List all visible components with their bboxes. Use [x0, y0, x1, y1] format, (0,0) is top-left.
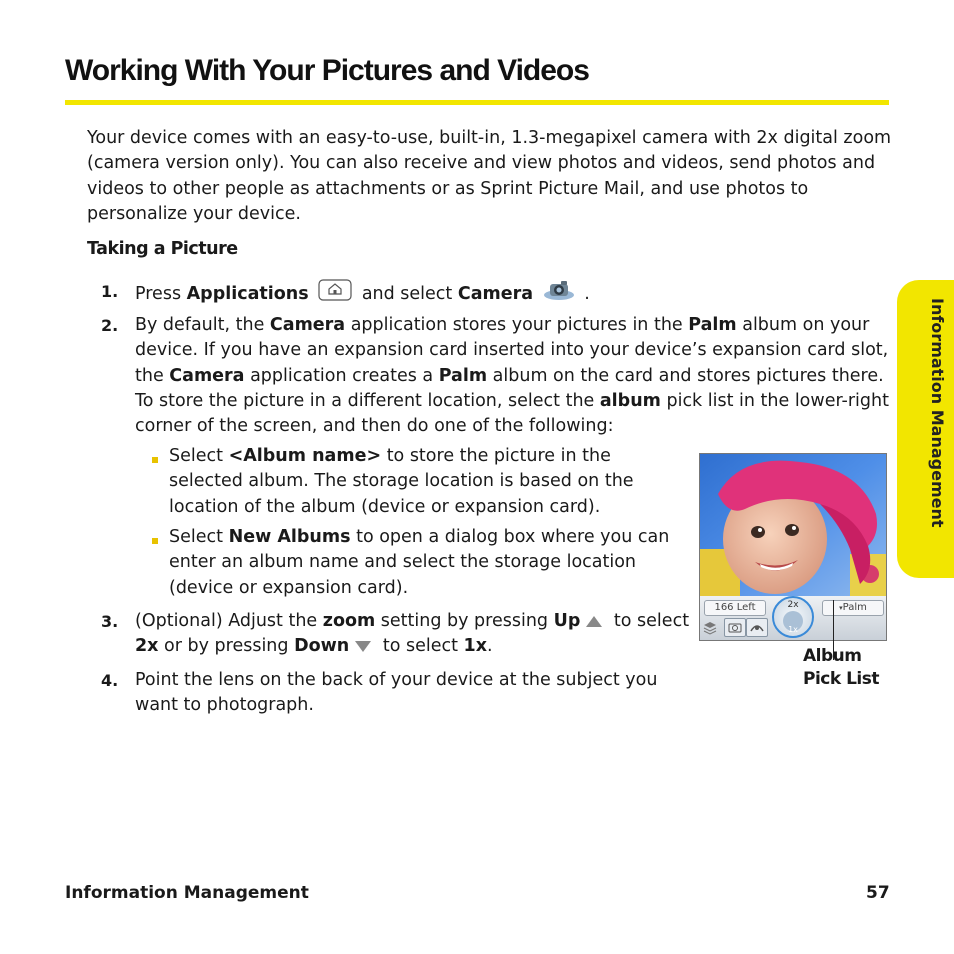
sub-bullet-2: Select New Albums to open a dialog box where you can enter an album name and select the storage location (device or expansion card). — [169, 527, 670, 598]
step-3: (Optional) Adjust the zoom setting by pressing Up to select 2x or by pressing Down to select 1x. — [135, 611, 690, 657]
baby-photo — [700, 454, 886, 596]
stack-icon[interactable] — [703, 620, 717, 634]
step-2: By default, the Camera application stores your pictures in the Palm album on your device. If you have an expansion card inserted into your device’s expansion card slot, the Camera application creates a Palm album on the card and stores pictures there. To store the picture in a different location, select the album pick list in the lower-right corner of the screen, and then do one of the following: — [135, 315, 889, 437]
page-number: 57 — [866, 883, 890, 903]
applications-icon — [318, 279, 352, 309]
camera-screenshot — [699, 453, 887, 641]
zoom-dial[interactable] — [772, 596, 814, 638]
camera-toolbar — [700, 596, 886, 640]
step-1: Press Applications and select Camera . — [135, 279, 590, 309]
chevron-down-icon: ▾ — [839, 604, 843, 612]
step-4: Point the lens on the back of your device at the subject you want to photograph. — [135, 670, 658, 716]
sub-bullet-1: Select <Album name> to store the picture in the selected album. The storage location is based on the location of the album (device or expansion card). — [169, 446, 634, 517]
footer-section: Information Management — [65, 883, 309, 903]
step-number: 3. — [101, 612, 119, 631]
bullet-marker — [152, 457, 158, 463]
bullet-marker — [152, 538, 158, 544]
down-arrow-icon — [355, 641, 371, 652]
zoom-current-label: 1x — [788, 625, 798, 634]
page-title: Working With Your Pictures and Videos — [65, 54, 589, 87]
camera-mode-button[interactable] — [724, 618, 746, 637]
step-number: 2. — [101, 316, 119, 335]
video-mode-button[interactable] — [746, 618, 768, 637]
step-number: 4. — [101, 671, 119, 690]
zoom-label: 2x — [787, 600, 799, 610]
album-pick-list[interactable]: ▾Palm — [822, 600, 884, 616]
intro-paragraph: Your device comes with an easy-to-use, built-in, 1.3-megapixel camera with 2x digital zoom (camera version only). You can also receive and view photos and videos, send photos and videos to other people as attachments or as Sprint Picture Mail, and use photos to personalize your device. — [87, 128, 892, 224]
title-rule — [65, 100, 889, 105]
section-heading: Taking a Picture — [87, 239, 238, 259]
step-number: 1. — [101, 282, 119, 301]
camera-icon — [543, 279, 575, 309]
side-tab-label: Information Management — [928, 298, 947, 528]
up-arrow-icon — [586, 616, 602, 627]
photos-left-counter: 166 Left — [704, 600, 766, 616]
callout-label: Album Pick List — [803, 646, 879, 689]
